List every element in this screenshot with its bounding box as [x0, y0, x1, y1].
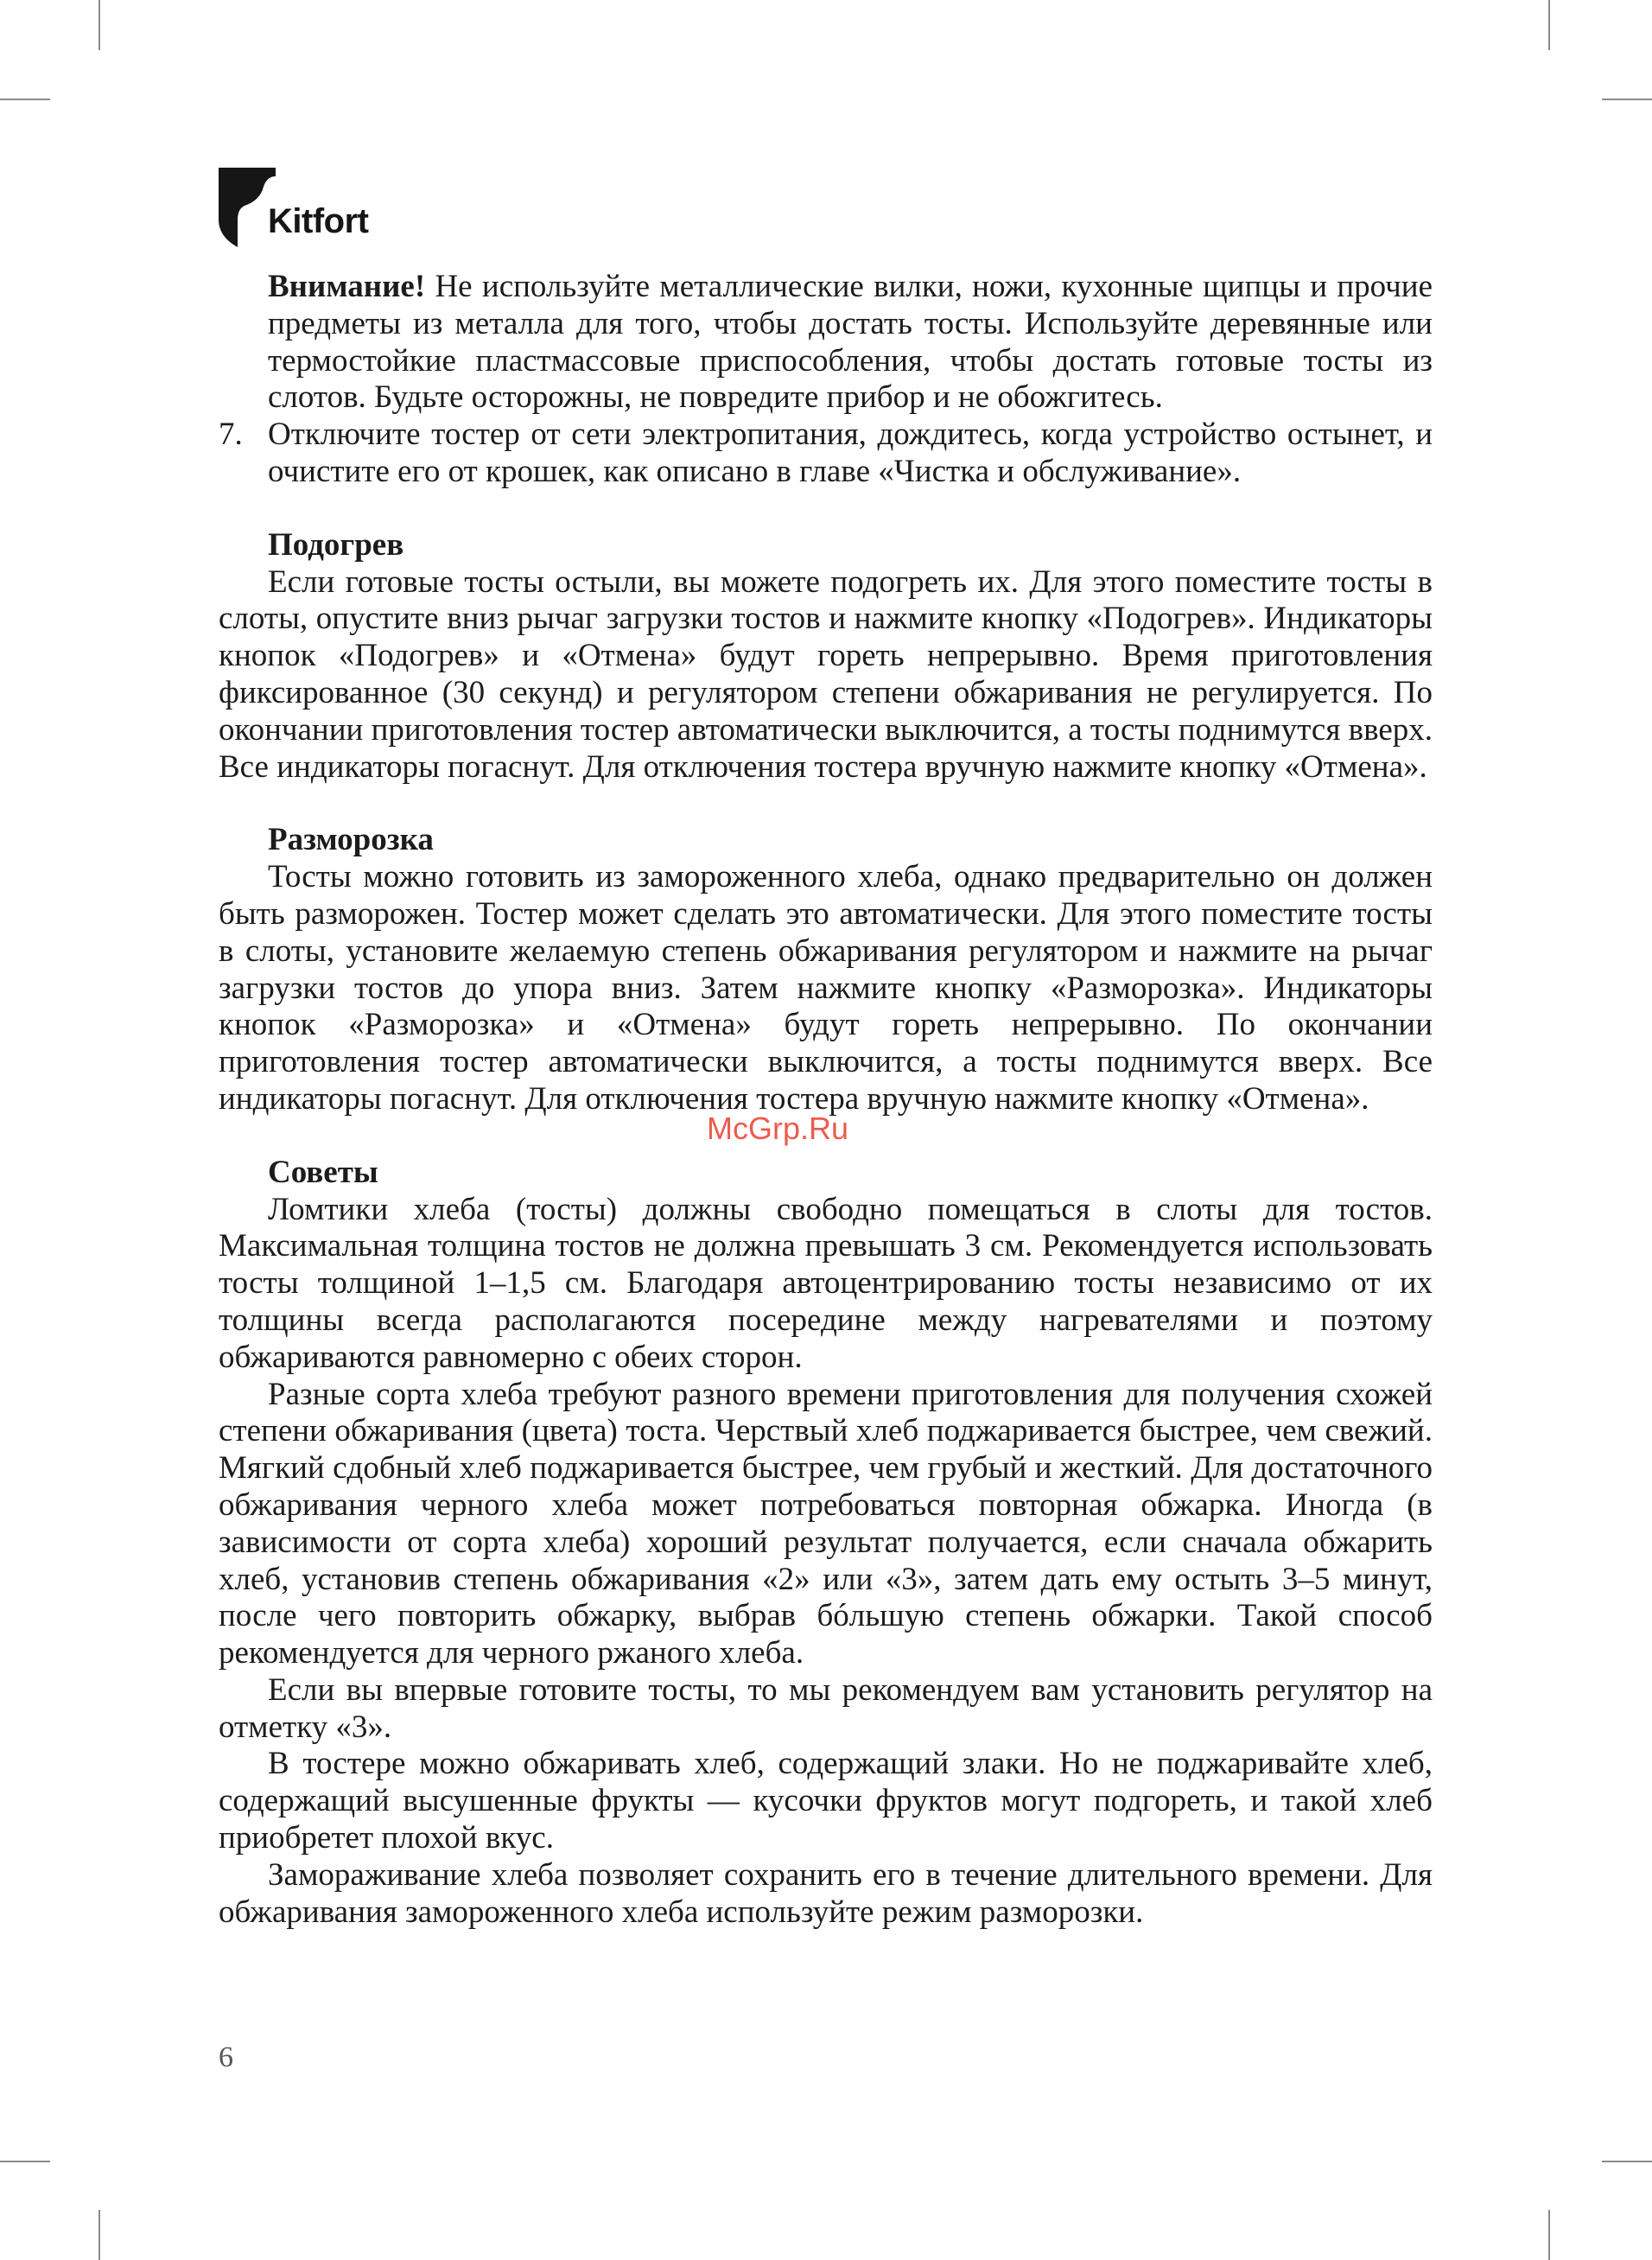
section-paragraph: Если готовые тосты остыли, вы можете подогреть их. Для этого поместите тосты в слоты, опустите вниз рычаг загрузки тостов и нажмите кнопку «Подогрев». Индикаторы кнопок «Подогрев» и «Отмена» будут гореть непрерывно. Время приготовления фиксированное (30 секунд) и регулятором степени обжаривания не регулируется. По окончании приготовления тостер автоматически выключится, а тосты поднимутся вверх. Все индикаторы погаснут. Для отключения тостера вручную нажмите кнопку «Отмена».	[219, 563, 1433, 785]
section-paragraph: В тостере можно обжаривать хлеб, содержащий злаки. Но не поджаривайте хлеб, содержащий высушенные фрукты — кусочки фруктов могут подгореть, и такой хлеб приобретет плохой вкус.	[219, 1746, 1433, 1856]
section-paragraph: Замораживание хлеба позволяет сохранить его в течение длительного времени. Для обжаривания замороженного хлеба используйте режим разморозки.	[219, 1856, 1433, 1930]
step-text: Отключите тостер от сети электропитания, дождитесь, когда устройство остынет, и очистите его от крошек, как описано в главе «Чистка и обслуживание».	[268, 417, 1433, 489]
crop-mark	[1602, 2161, 1652, 2162]
brand-name: Kitfort	[268, 202, 369, 240]
brand-logo	[219, 168, 383, 251]
section-paragraph: Ломтики хлеба (тосты) должны свободно помещаться в слоты для тостов. Максимальная толщина тостов не должна превышать 3 см. Рекомендуется использовать тосты толщиной 1–1,5 см. Благодаря автоцентрированию тосты независимо от их толщины всегда располагаются посередине между нагревателями и поэтому обжариваются равномерно с обеих сторон.	[219, 1191, 1433, 1375]
section-paragraph: Тосты можно готовить из замороженного хлеба, однако предварительно он должен быть разморожен. Тостер может сделать это автоматически. Для этого поместите тосты в слоты, установите желаемую степень обжаривания регулятором и нажмите на рычаг загрузки тостов до упора вниз. Затем нажмите кнопку «Разморозка». Индикаторы кнопок «Разморозка» и «Отмена» будут гореть непрерывно. По окончании приготовления тостер автоматически выключится, а тосты поднимутся вверх. Все индикаторы погаснут. Для отключения тостера вручную нажмите кнопку «Отмена».	[219, 859, 1433, 1117]
section-title-tips: Советы	[268, 1154, 378, 1190]
warning-label: Внимание!	[268, 269, 426, 304]
crop-mark	[0, 2161, 50, 2162]
warning-paragraph	[219, 269, 1433, 417]
step-number: 7.	[219, 417, 243, 453]
crop-mark	[0, 99, 50, 100]
watermark: McGrp.Ru	[707, 1111, 849, 1146]
section-paragraph: Если вы впервые готовите тосты, то мы рекомендуем вам установить регулятор на отметку «3».	[219, 1671, 1433, 1745]
section-title-defrost: Разморозка	[268, 822, 434, 858]
crop-mark	[98, 0, 100, 50]
warning-text: Не используйте металлические вилки, ножи, кухонные щипцы и прочие предметы из металла для того, чтобы достать тосты. Используйте деревянные или термостойкие пластмассовые приспособления, чтобы достать готовые тосты из слотов. Будьте осторожны, не повредите прибор и не обожгитесь.	[268, 269, 1433, 416]
crop-mark	[1548, 2210, 1550, 2260]
crop-mark	[98, 2210, 100, 2260]
page-number: 6	[219, 2041, 233, 2073]
page-content	[219, 269, 1433, 1931]
crop-mark	[1548, 0, 1550, 50]
step-item	[219, 417, 1433, 491]
section-title-reheat: Подогрев	[268, 526, 404, 563]
crop-mark	[1602, 99, 1652, 100]
section-paragraph: Разные сорта хлеба требуют разного времени приготовления для получения схожей степени обжаривания (цвета) тоста. Черствый хлеб поджаривается быстрее, чем свежий. Мягкий сдобный хлеб поджаривается быстрее, чем грубый и жесткий. Для достаточного обжаривания черного хлеба может потребоваться повторная обжарка. Иногда (в зависимости от сорта хлеба) хороший результат получается, если сначала обжарить хлеб, установив степень обжаривания «2» или «3», затем дать ему остыть 3–5 минут, после чего повторить обжарку, выбрав бóльшую степень обжарки. Такой способ рекомендуется для черного ржаного хлеба.	[219, 1376, 1433, 1671]
